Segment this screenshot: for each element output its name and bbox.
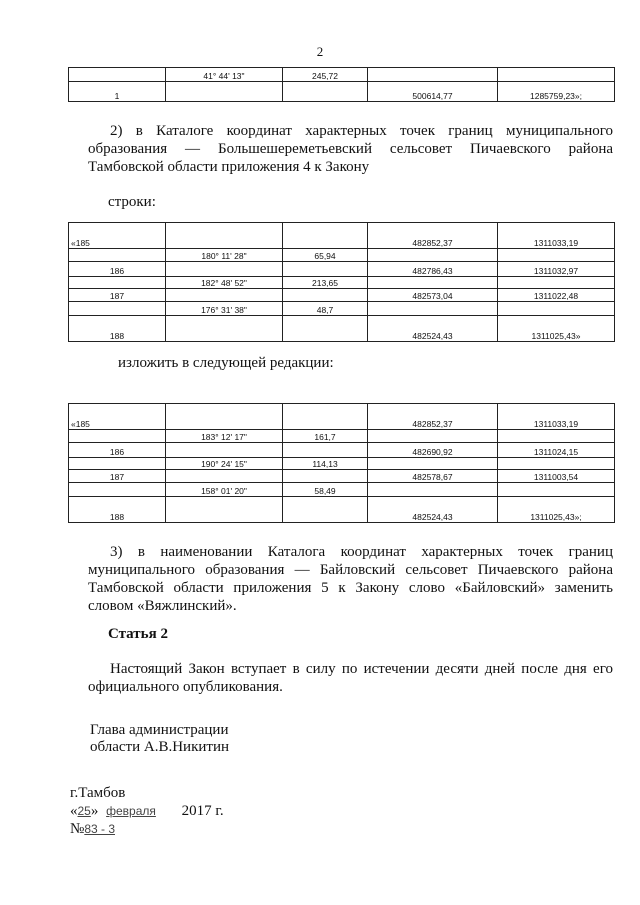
table-cell: [166, 316, 283, 342]
table-cell: [69, 249, 166, 262]
table-row: [69, 497, 615, 523]
table-row: [69, 443, 615, 458]
table-cell: 190° 24' 15": [166, 458, 283, 470]
table-cell: 1311022,48: [498, 289, 615, 302]
table-cell: [368, 483, 498, 497]
table-row: [69, 470, 615, 483]
table-cell: 482578,67: [368, 470, 498, 483]
table-cell: [498, 68, 615, 82]
table-cell: 482573,04: [368, 289, 498, 302]
table-cell: [69, 430, 166, 443]
number-label: №: [70, 821, 85, 837]
table-cell: 114,13: [283, 458, 368, 470]
table-cell: 1311025,43»;: [498, 497, 615, 523]
table-cell: 482524,43: [368, 497, 498, 523]
table-cell: 1311025,43»: [498, 316, 615, 342]
table-row: [69, 277, 615, 289]
new-rows-table: [68, 403, 615, 523]
table-cell: 482852,37: [368, 404, 498, 430]
table-cell: [166, 82, 283, 102]
table-cell: 1311033,19: [498, 404, 615, 430]
page-number: 2: [316, 44, 324, 59]
date-month: февраля: [106, 804, 156, 818]
date: [70, 803, 224, 820]
table-row: [69, 262, 615, 277]
paragraph-3: [88, 543, 613, 615]
city: г.Тамбов: [70, 785, 126, 801]
coordinates-table-tail: [68, 67, 615, 102]
table-row: [69, 249, 615, 262]
date-year: 2017 г.: [181, 803, 224, 819]
table-cell: 158° 01' 20": [166, 483, 283, 497]
table-row: [69, 289, 615, 302]
table-cell: 1311003,54: [498, 470, 615, 483]
table-row: [69, 68, 615, 82]
table-cell: [283, 404, 368, 430]
signature-name: области А.В.Никитин: [90, 739, 230, 755]
table-cell: 186: [69, 443, 166, 458]
table-cell: 183° 12' 17": [166, 430, 283, 443]
table-cell: [498, 430, 615, 443]
table-cell: [283, 262, 368, 277]
table-cell: 188: [69, 497, 166, 523]
table-cell: 482786,43: [368, 262, 498, 277]
signature-title: Глава администрации: [90, 722, 229, 738]
table-cell: [69, 277, 166, 289]
quote-open: «: [70, 803, 78, 819]
table-cell: [368, 68, 498, 82]
article-text: [88, 660, 613, 696]
table-cell: 180° 11' 28": [166, 249, 283, 262]
table-row: [69, 404, 615, 430]
table-cell: 41° 44' 13": [166, 68, 283, 82]
article-title: Статья 2: [108, 626, 168, 642]
paragraph-3-text: 3) в наименовании Каталога координат характерных точек границ муниципального образования — Байловский сельсовет Пичаевского района Тамбовской области приложения 5 к Закону слово «Байловский» заменить словом «Вяжлинский».: [88, 544, 613, 614]
date-day: 25: [77, 804, 91, 818]
table-cell: [283, 289, 368, 302]
table-row: [69, 223, 615, 249]
table-cell: [498, 458, 615, 470]
table-cell: [69, 68, 166, 82]
table-cell: [368, 430, 498, 443]
table-cell: [368, 249, 498, 262]
table-cell: 245,72: [283, 68, 368, 82]
table-cell: [283, 443, 368, 458]
restate-label: изложить в следующей редакции:: [118, 355, 334, 371]
table-cell: [498, 302, 615, 316]
table-cell: 1311032,97: [498, 262, 615, 277]
table-row: [69, 430, 615, 443]
table-cell: [368, 277, 498, 289]
table-row: [69, 458, 615, 470]
table-cell: 482852,37: [368, 223, 498, 249]
table-cell: 482524,43: [368, 316, 498, 342]
article-text-content: Настоящий Закон вступает в силу по истечении десяти дней после дня его официального опубликования.: [88, 661, 613, 695]
table-cell: [69, 483, 166, 497]
table-cell: [498, 277, 615, 289]
table-cell: 188: [69, 316, 166, 342]
table-cell: [283, 470, 368, 483]
table-cell: [69, 458, 166, 470]
table-cell: [166, 223, 283, 249]
paragraph-2: [88, 122, 613, 176]
table-cell: [166, 497, 283, 523]
table-cell: [166, 289, 283, 302]
table-cell: [283, 497, 368, 523]
table-cell: [283, 223, 368, 249]
table-cell: 48,7: [283, 302, 368, 316]
table-cell: 176° 31' 38": [166, 302, 283, 316]
table-cell: «185: [69, 404, 166, 430]
table-cell: [283, 82, 368, 102]
number-value: 83 - 3: [84, 822, 115, 836]
table-cell: 1311033,19: [498, 223, 615, 249]
table-row: [69, 82, 615, 102]
table-cell: 186: [69, 262, 166, 277]
table-cell: 1: [69, 82, 166, 102]
table-cell: [69, 302, 166, 316]
table-cell: 213,65: [283, 277, 368, 289]
table-row: [69, 302, 615, 316]
table-cell: 1285759,23»;: [498, 82, 615, 102]
table-cell: 482690,92: [368, 443, 498, 458]
table-row: [69, 483, 615, 497]
table-cell: [368, 458, 498, 470]
table-cell: [166, 404, 283, 430]
table-cell: [166, 470, 283, 483]
paragraph-2-text: 2) в Каталоге координат характерных точек границ муниципального образования — Большешереметьевский сельсовет Пичаевского района Тамбовской области приложения 4 к Закону: [88, 123, 613, 175]
table-cell: 65,94: [283, 249, 368, 262]
table-cell: [166, 262, 283, 277]
table-cell: [498, 249, 615, 262]
table-cell: 58,49: [283, 483, 368, 497]
table-cell: [166, 443, 283, 458]
table-cell: 161,7: [283, 430, 368, 443]
table-row: [69, 316, 615, 342]
old-rows-table: [68, 222, 615, 342]
table-cell: 1311024,15: [498, 443, 615, 458]
rows-label: строки:: [108, 194, 156, 210]
table-cell: [498, 483, 615, 497]
table-cell: 187: [69, 289, 166, 302]
table-cell: 182° 48' 52": [166, 277, 283, 289]
quote-close: »: [90, 803, 99, 819]
table-cell: [283, 316, 368, 342]
law-number: [70, 821, 115, 838]
table-cell: [368, 302, 498, 316]
table-cell: 187: [69, 470, 166, 483]
table-cell: 500614,77: [368, 82, 498, 102]
table-cell: «185: [69, 223, 166, 249]
